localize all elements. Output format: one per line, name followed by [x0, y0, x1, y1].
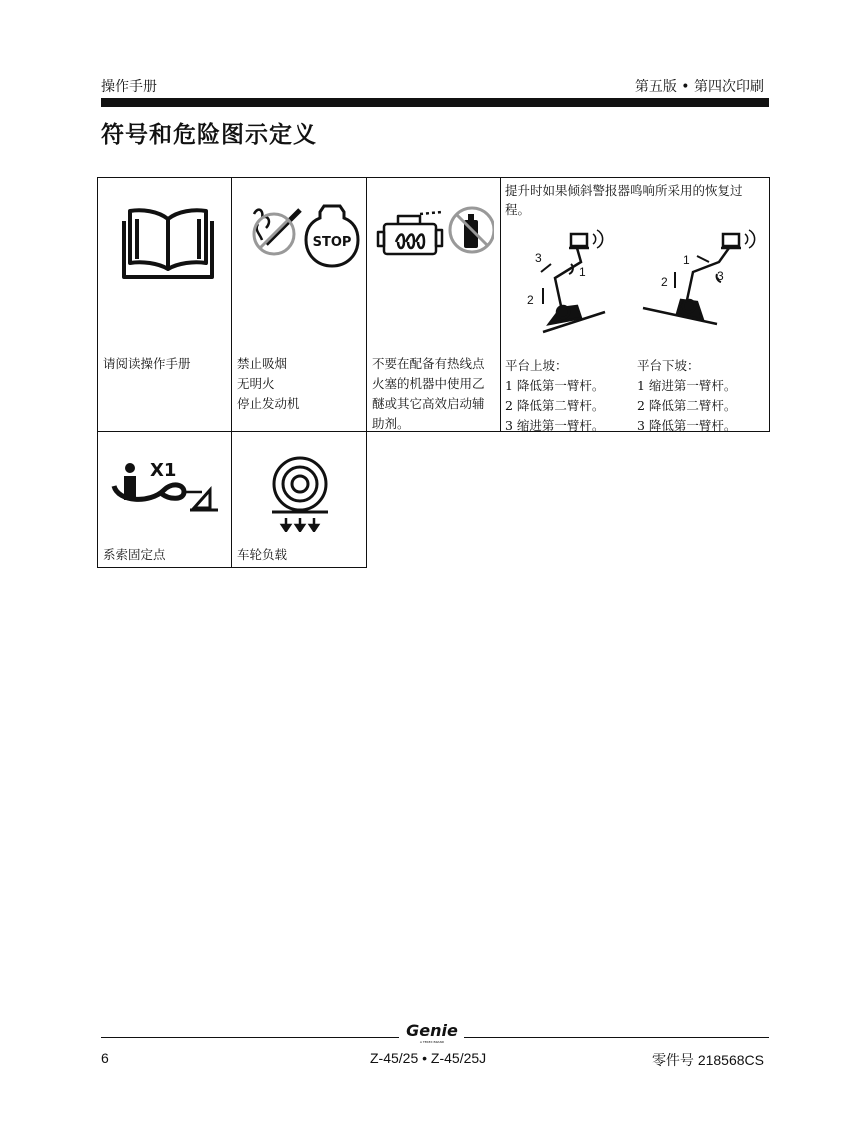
no-smoking-stop-icon — [244, 200, 360, 270]
symbol-cell-no-ether — [366, 177, 501, 432]
footer-model: Z-45/25 • Z-45/25J — [370, 1050, 487, 1066]
downhill-step-label: 1 — [683, 253, 690, 267]
tie-down-point-icon — [110, 456, 222, 516]
caption-line: 请阅读操作手册 — [103, 356, 191, 371]
uphill-step-label: 1 — [579, 265, 586, 279]
downhill-diagram — [643, 230, 755, 324]
wheel-load-icon — [270, 456, 330, 532]
x1-label: X1 — [150, 460, 177, 481]
genie-logo-tagline: A TEREX BRAND — [419, 1040, 445, 1044]
uphill-step: 2 降低第二臂杆。 — [505, 398, 605, 413]
page-number: 6 — [101, 1050, 109, 1066]
footer-rule-right — [464, 1037, 769, 1038]
caption-line: 停止发动机 — [237, 396, 300, 411]
downhill-step-label: 3 — [717, 269, 724, 283]
symbol-cell-tilt-recovery — [500, 177, 770, 432]
caption-line: 火塞的机器中使用乙 — [372, 376, 485, 391]
header-edition: 第五版 • 第四次印刷 — [634, 79, 764, 95]
uphill-step: 1 降低第一臂杆。 — [505, 378, 605, 393]
downhill-step: 1 缩进第一臂杆。 — [637, 378, 737, 393]
uphill-diagram — [541, 230, 605, 332]
uphill-step: 3 缩进第一臂杆。 — [505, 418, 605, 433]
uphill-heading: 平台上坡： — [505, 358, 568, 373]
downhill-step: 3 降低第一臂杆。 — [637, 418, 737, 433]
downhill-heading: 平台下坡： — [637, 358, 700, 373]
uphill-step-label: 3 — [535, 251, 542, 265]
caption-line: 无明火 — [237, 376, 275, 391]
page-title: 符号和危险图示定义 — [101, 122, 317, 148]
caption-line: 不要在配备有热线点 — [372, 356, 485, 371]
footer-part-number: 零件号 218568CS — [651, 1052, 764, 1068]
header-divider-bar — [101, 98, 769, 107]
uphill-steps — [505, 356, 604, 436]
tilt-alarm-recovery-icon — [505, 224, 767, 334]
manual-book-icon — [120, 205, 216, 281]
header-left-title: 操作手册 — [101, 79, 157, 95]
downhill-steps — [637, 356, 736, 436]
tilt-intro-text: 提升时如果倾斜警报器鸣响所采用的恢复过程。 — [505, 183, 743, 217]
no-ether-engine-icon — [376, 202, 494, 262]
symbol-cell-manual — [97, 177, 232, 432]
symbol-cell-tie-down — [97, 431, 232, 568]
caption-line: 醚或其它高效启动辅 — [372, 396, 485, 411]
stop-label: STOP — [312, 235, 352, 250]
caption-line: 系索固定点 — [103, 547, 166, 562]
footer-rule-left — [101, 1037, 399, 1038]
downhill-step-label: 2 — [661, 275, 668, 289]
caption-line: 助剂。 — [372, 416, 410, 431]
caption-line: 禁止吸烟 — [237, 356, 288, 371]
genie-logo: Genie — [406, 1021, 458, 1040]
downhill-step: 2 降低第二臂杆。 — [637, 398, 737, 413]
caption-line: 车轮负载 — [237, 547, 288, 562]
uphill-step-label: 2 — [527, 293, 534, 307]
symbol-cell-no-smoking — [231, 177, 367, 432]
symbol-cell-wheel-load — [231, 431, 367, 568]
